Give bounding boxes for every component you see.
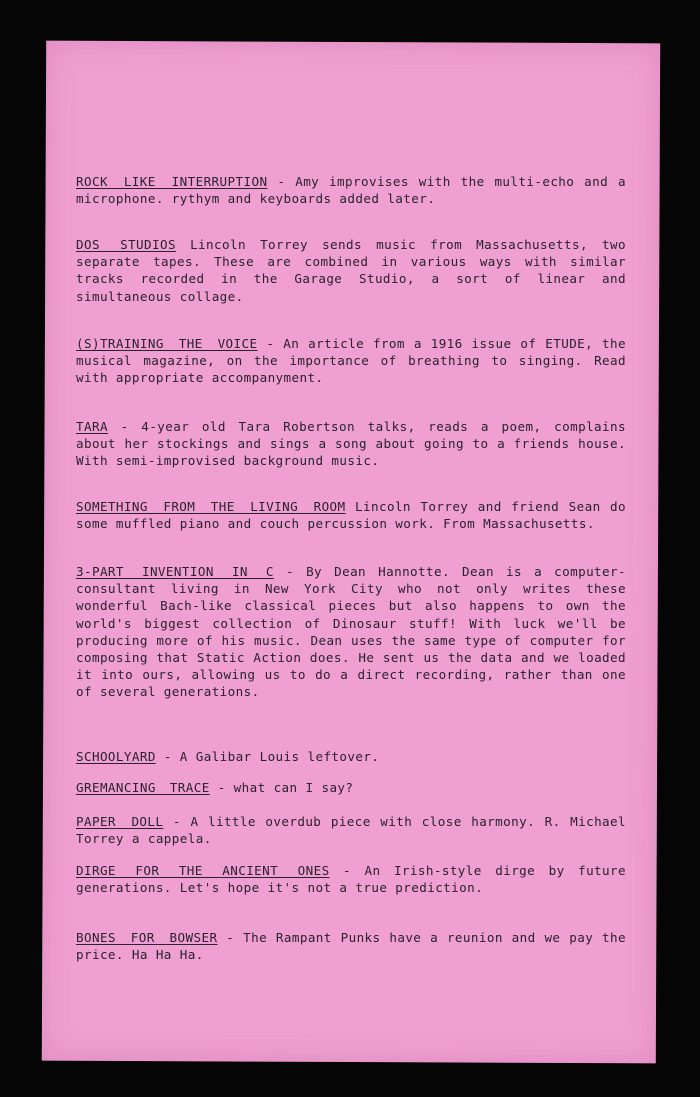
entry-title: SOMETHING FROM THE LIVING ROOM xyxy=(76,499,346,514)
entry-paper-doll xyxy=(76,813,626,847)
entry-title: DIRGE FOR THE ANCIENT ONES xyxy=(76,863,330,878)
entry-rock-like-interruption xyxy=(76,173,626,207)
entry-schoolyard xyxy=(76,748,626,765)
entry-bones-for-bowser xyxy=(76,929,626,963)
entry-dos-studios xyxy=(76,236,626,305)
entry-body: Lincoln Torrey sends music from Massachusetts, two separate tapes. These are combined in various ways with similar tracks recorded in the Garage Studio, a sort of linear and simultaneous collage. xyxy=(76,237,626,304)
entry-dirge-for-the-ancient-ones xyxy=(76,862,626,896)
entry-title: SCHOOLYARD xyxy=(76,749,156,764)
entry-straining-the-voice xyxy=(76,335,626,387)
entry-title: PAPER DOLL xyxy=(76,814,164,829)
entry-title: 3-PART INVENTION IN C xyxy=(76,564,274,579)
entry-body: - The Rampant Punks have a reunion and we pay the price. Ha Ha Ha. xyxy=(76,930,626,963)
entry-body: - A Galibar Louis leftover. xyxy=(155,749,380,764)
entry-body: Lincoln Torrey and friend Sean do some muffled piano and couch percussion work. From Massachusetts. xyxy=(76,499,627,532)
entry-title: DOS STUDIOS xyxy=(76,237,176,252)
entry-title: ROCK LIKE INTERRUPTION xyxy=(76,174,268,189)
entry-body: - An article from a 1916 issue of ETUDE, the musical magazine, on the importance of breathing to singing. Read with appropriate accompanyment. xyxy=(76,336,627,386)
entry-3-part-invention xyxy=(76,563,626,701)
entry-body: - An Irish-style dirge by future generations. Let's hope it's not a true prediction. xyxy=(76,863,626,896)
entry-tara xyxy=(76,418,626,470)
entry-title: GREMANCING TRACE xyxy=(76,780,210,795)
entry-title: BONES FOR BOWSER xyxy=(76,930,218,945)
entry-body: - Amy improvises with the multi-echo and a microphone. rythym and keyboards added later. xyxy=(76,174,626,207)
entry-something-from-the-living-room xyxy=(76,498,626,532)
entry-body: - By Dean Hannotte. Dean is a computer-consultant living in New York City who not only writes these wonderful Bach-like classical pieces but also happens to own the world's biggest collection of Dinosaur stuff! With luck we'll be producing more of his music. Dean uses the same type of computer for composing that Static Action does. He sent us the data and we loaded it into ours, allowing us to do a direct recording, rather than one of several generations. xyxy=(76,564,626,700)
entry-title: (S)TRAINING THE VOICE xyxy=(76,336,258,351)
entry-body: - 4-year old Tara Robertson talks, reads a poem, complains about her stockings and sings a song about going to a friends house. With semi-improvised background music. xyxy=(76,419,626,469)
entry-title: TARA xyxy=(76,419,108,434)
entry-body: - A little overdub piece with close harmony. R. Michael Torrey a cappela. xyxy=(76,814,626,847)
entry-gremancing-trace xyxy=(76,779,626,796)
entry-body: - what can I say? xyxy=(209,780,354,795)
